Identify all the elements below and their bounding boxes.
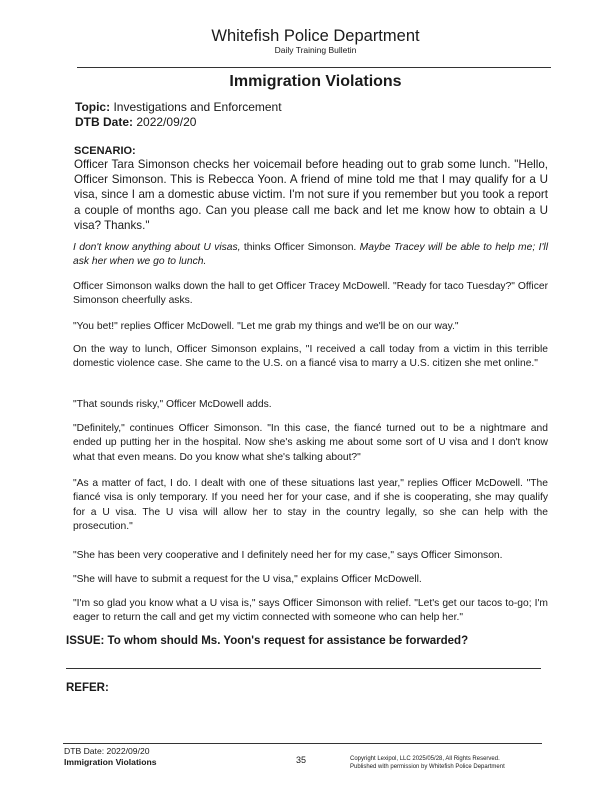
footer-right <box>350 755 505 771</box>
scenario-paragraph: "She will have to submit a request for the U visa," explains Officer McDowell. <box>73 574 422 585</box>
scenario-paragraph: On the way to lunch, Officer Simonson explains, "I received a call today from a victim in this terrible domestic violence case. She came to the U.S. on a fiancé visa to marry a U.S. citizen she met online." <box>73 344 548 370</box>
scenario-thought <box>73 241 548 270</box>
date-line <box>75 115 196 129</box>
topic-label: Topic: <box>75 100 111 114</box>
footer-divider <box>63 743 542 744</box>
scenario-paragraph: "I'm so glad you know what a U visa is," says Officer Simonson with relief. "Let's get our tacos to-go; I'm eager to return the call and get my victim connected with someone who can help her." <box>73 598 548 624</box>
footer-date: DTB Date: 2022/09/20 <box>64 746 150 756</box>
issue-divider <box>66 668 541 669</box>
footer-left <box>64 746 156 768</box>
footer-section: Immigration Violations <box>64 757 157 767</box>
scenario-heading: SCENARIO: <box>74 145 136 157</box>
scenario-paragraph: "You bet!" replies Officer McDowell. "Let me grab my things and we'll be on our way." <box>73 321 459 332</box>
thought-italic-2: Maybe Tracey will be able to help me; I'll ask her when we go to lunch. <box>73 242 548 268</box>
scenario-paragraph: "Definitely," continues Officer Simonson. "In this case, the fiancé turned out to be a nightmare and ended up putting her in the hospital. Now she's asking me about some sort of U visa and I don't know what that even means. Do you know what she's talking about?" <box>73 423 548 463</box>
scenario-paragraph: Officer Simonson walks down the hall to get Officer Tracey McDowell. "Ready for taco Tuesday?" Officer Simonson cheerfully asks. <box>73 281 548 307</box>
footer-copyright: Copyright Lexipol, LLC 2025/05/28, All Rights Reserved. <box>350 756 500 762</box>
header-divider <box>77 67 551 68</box>
date-value: 2022/09/20 <box>136 115 197 129</box>
organization-name: Whitefish Police Department <box>211 27 420 45</box>
page-title: Immigration Violations <box>229 73 402 90</box>
date-label: DTB Date: <box>75 115 134 129</box>
footer-permission: Published with permission by Whitefish Police Department <box>350 764 505 770</box>
topic-line <box>75 100 282 114</box>
scenario-paragraph: "She has been very cooperative and I definitely need her for my case," says Officer Simonson. <box>73 550 503 561</box>
scenario-opening: Officer Tara Simonson checks her voicemail before heading out to grab some lunch. "Hello, Officer Simonson. This is Rebecca Yoon. A friend of mine told me that I may qualify for a U visa, since I am a domestic abuse victim. I'm not sure if you remember but you took a report a couple of months ago. Can you please call me back and let me know how to obtain a U visa? Thanks." <box>74 158 548 232</box>
topic-value: Investigations and Enforcement <box>113 100 282 114</box>
bulletin-subtitle: Daily Training Bulletin <box>274 45 357 55</box>
refer-label: REFER: <box>66 682 109 694</box>
scenario-paragraph: "As a matter of fact, I do. I dealt with one of these situations last year," replies Officer McDowell. "The fiancé visa is only temporary. If you need her for your case, and if she is cooperating, she may qualify for a U visa. The U visa will allow her to stay in the country legally, so she can help with the prosecution." <box>73 478 548 533</box>
thought-plain: thinks Officer Simonson. <box>240 242 360 253</box>
scenario-paragraph: "That sounds risky," Officer McDowell adds. <box>73 399 272 410</box>
thought-italic-1: I don't know anything about U visas, <box>73 242 241 253</box>
page-number: 35 <box>296 755 307 765</box>
issue-statement: ISSUE: To whom should Ms. Yoon's request for assistance be forwarded? <box>66 635 469 647</box>
